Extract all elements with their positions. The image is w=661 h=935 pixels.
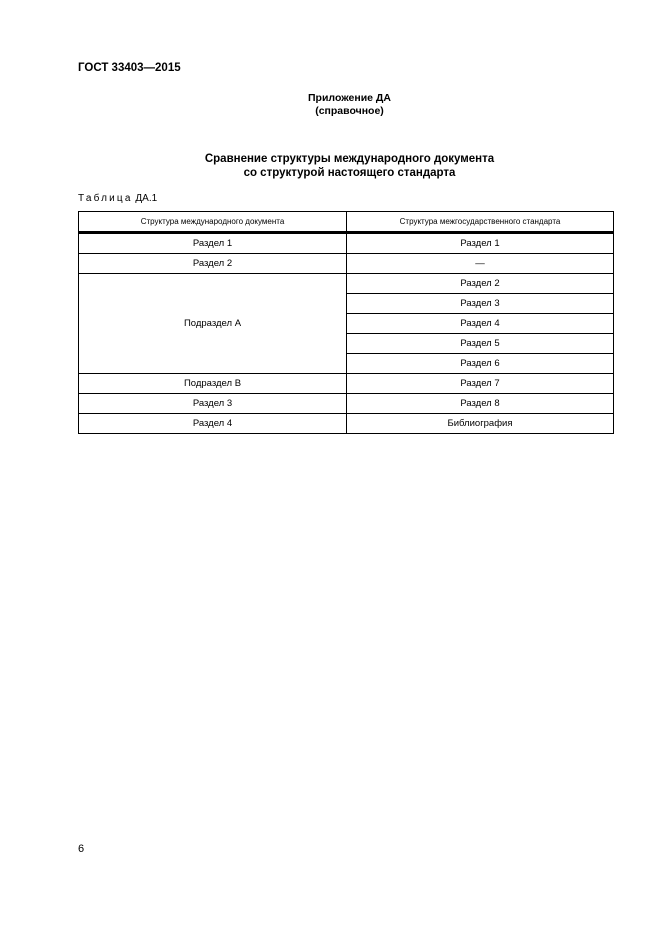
table-cell-left: Раздел 2 — [79, 254, 347, 274]
table-cell-right: Раздел 2 — [347, 274, 614, 294]
table-cell-right: Раздел 8 — [347, 394, 614, 414]
table-row — [79, 234, 614, 254]
table-row — [79, 414, 614, 434]
appendix-heading — [0, 92, 661, 118]
table-cell-right: Раздел 6 — [347, 354, 614, 374]
column-header-interstate: Структура межгосударственного стандарта — [347, 212, 614, 233]
appendix-title: Приложение ДА — [308, 92, 391, 104]
section-heading — [0, 152, 661, 180]
table-header-row — [79, 212, 614, 233]
column-header-international: Структура международного документа — [79, 212, 347, 233]
table-cell-right: Раздел 3 — [347, 294, 614, 314]
table-row — [79, 394, 614, 414]
document-code: ГОСТ 33403—2015 — [78, 62, 181, 74]
table-cell-left: Раздел 1 — [79, 234, 347, 254]
table-cell-left: Раздел 3 — [79, 394, 347, 414]
table-cell-right: Раздел 5 — [347, 334, 614, 354]
comparison-table — [78, 211, 614, 434]
table-cell-right: Раздел 7 — [347, 374, 614, 394]
page-number: 6 — [78, 843, 85, 855]
table-caption-prefix: Таблица — [78, 193, 133, 204]
table-caption-id: ДА.1 — [135, 193, 158, 204]
table-caption — [78, 193, 157, 204]
table-cell-left: Подраздел В — [79, 374, 347, 394]
table-row — [79, 374, 614, 394]
table-cell-right: — — [347, 254, 614, 274]
table-cell-right: Раздел 4 — [347, 314, 614, 334]
table-cell-left: Раздел 4 — [79, 414, 347, 434]
heading-line-1: Сравнение структуры международного документа — [204, 153, 495, 165]
heading-line-2: со структурой настоящего стандарта — [243, 167, 456, 179]
table-row — [79, 274, 614, 294]
table-cell-right: Библиография — [347, 414, 614, 434]
table-row — [79, 254, 614, 274]
table-cell-left: Подраздел А — [79, 274, 347, 374]
appendix-note: (справочное) — [315, 105, 384, 117]
table-cell-right: Раздел 1 — [347, 234, 614, 254]
